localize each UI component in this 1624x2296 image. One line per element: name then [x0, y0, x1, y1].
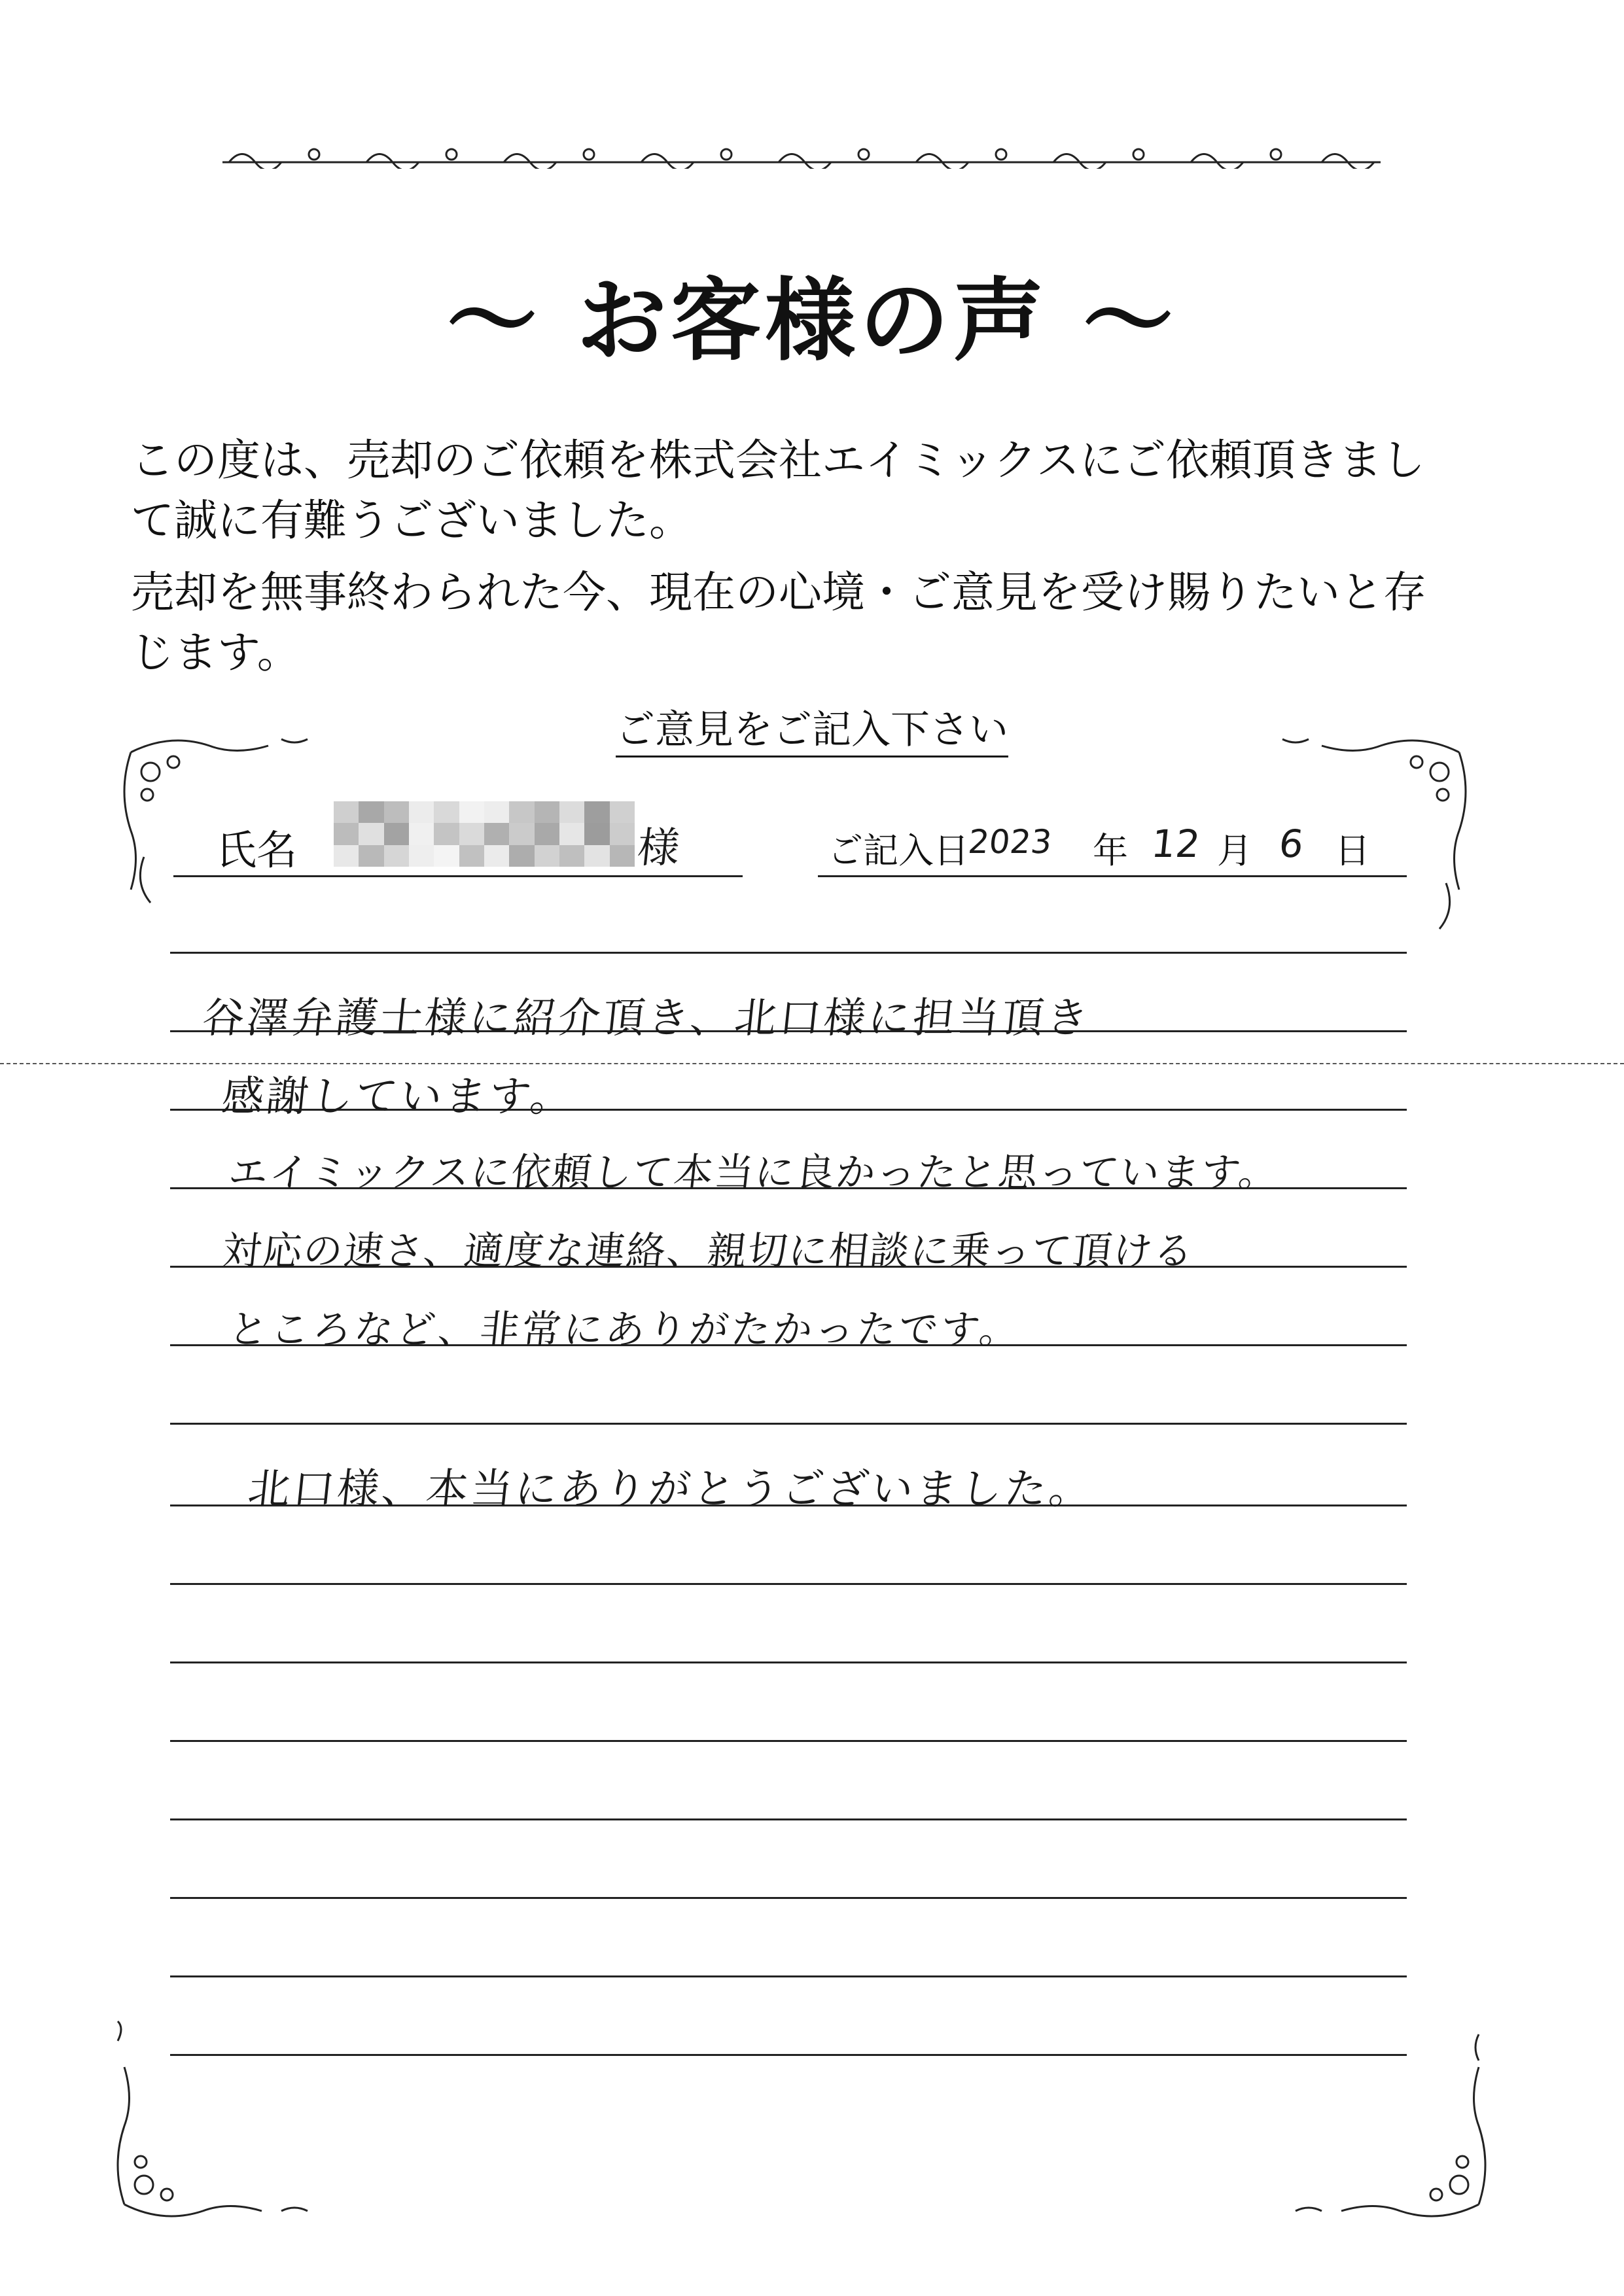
- comment-line-4: 対応の速さ、適度な連絡、親切に相談に乗って頂ける: [219, 1228, 1197, 1274]
- comment-line-7: 北口様、本当にありがとうございました。: [245, 1465, 1097, 1514]
- comment-line-5: ところなど、非常にありがたかったです。: [226, 1307, 1024, 1353]
- comment-line-1: 谷澤弁護士様に紹介頂き、北口様に担当頂き: [200, 994, 1093, 1043]
- ruled-line-1: [170, 952, 1407, 954]
- date-year-value: 2023: [966, 823, 1054, 861]
- date-month-value: 12: [1149, 822, 1203, 866]
- corner-ornament-bottom-right: [1282, 2015, 1498, 2231]
- intro-line-3: 売却を無事終わられた今、現在の心境・ご意見を受け賜りたいと存: [131, 567, 1426, 617]
- name-underline: [173, 875, 743, 877]
- intro-line-4: じます。: [131, 627, 300, 678]
- section-heading-text: ご意見をご記入下さい: [616, 707, 1008, 757]
- date-year-unit: 年: [1093, 830, 1128, 871]
- ruled-line-10: [170, 1661, 1407, 1663]
- intro-line-1: この度は、売却のご依頼を株式会社エイミックスにご依頼頂きまし: [131, 435, 1426, 485]
- ruled-line-12: [170, 1818, 1407, 1820]
- comment-line-3: エイミックスに依頼して本当に良かったと思っています。: [226, 1150, 1282, 1196]
- redacted-name: [334, 801, 635, 867]
- ruled-line-15: [170, 2054, 1407, 2056]
- date-day-unit: 日: [1335, 830, 1370, 871]
- corner-ornament-bottom-left: [105, 2015, 321, 2231]
- ruled-line-11: [170, 1740, 1407, 1742]
- date-underline: [818, 875, 1407, 877]
- ruled-line-14: [170, 1975, 1407, 1977]
- ruled-line-9: [170, 1583, 1407, 1585]
- name-label: 氏名: [216, 826, 298, 874]
- intro-line-2: て誠に有難うございました。: [131, 495, 692, 546]
- date-label: ご記入日: [828, 830, 969, 871]
- ruled-line-13: [170, 1897, 1407, 1899]
- page-title: ～ お客様の声 ～: [446, 267, 1178, 374]
- comment-line-2: 感謝しています。: [219, 1073, 578, 1121]
- date-month-unit: 月: [1217, 830, 1252, 871]
- date-day-value: 6: [1277, 822, 1306, 866]
- ornamental-border-top: [216, 143, 1387, 169]
- ruled-line-7: [170, 1423, 1407, 1425]
- name-suffix: 様: [635, 824, 685, 873]
